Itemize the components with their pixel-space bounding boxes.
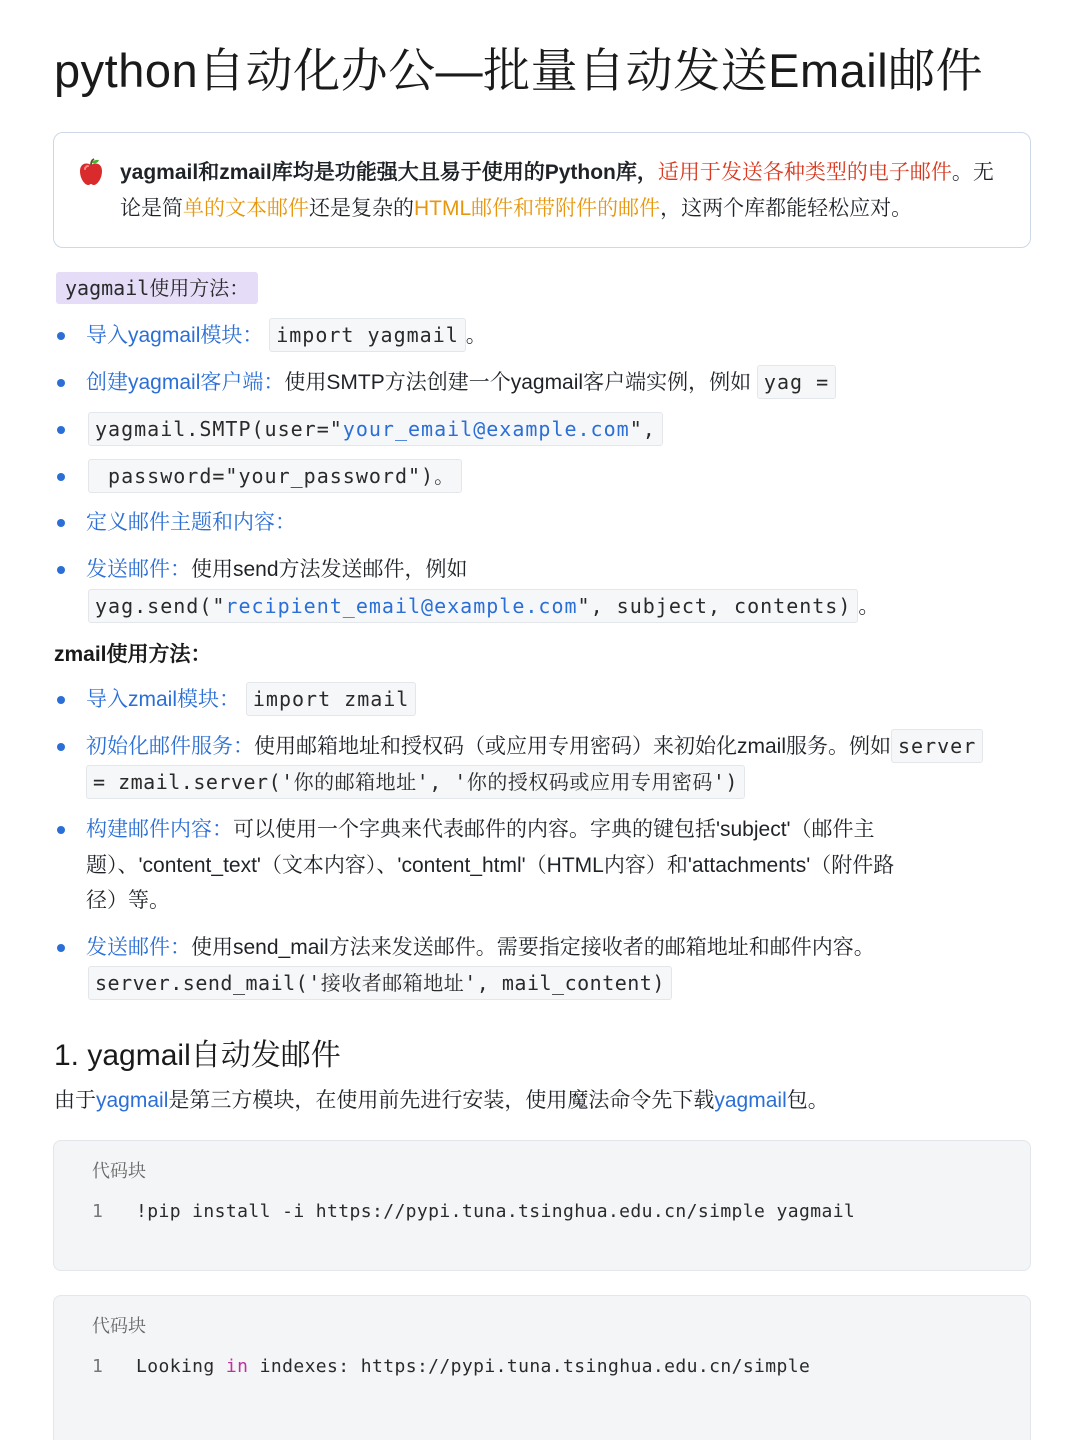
bullet-dot — [57, 566, 65, 574]
list-item — [86, 552, 468, 588]
inline-code: server.send_mail('接收者邮箱地址', mail_content) — [88, 966, 672, 1000]
callout-bold-text: yagmail和zmail库均是功能强大且易于使用的Python库， — [120, 161, 658, 184]
yagmail-link[interactable]: yagmail — [714, 1089, 787, 1112]
list-item-label: 创建yagmail客户端： — [86, 371, 285, 394]
list-item-continuation: 题）、'content_text'（文本内容）、'content_html'（HTML内容）和'attachments'（附件路 — [86, 854, 895, 877]
code-block-label: 代码块 — [92, 1316, 146, 1336]
bullet-dot — [57, 696, 65, 704]
list-item-continuation — [86, 765, 745, 801]
zmail-section-heading: zmail使用方法： — [54, 643, 212, 666]
bullet-dot — [57, 944, 65, 952]
list-item-text: 可以使用一个字典来代表邮件的内容。字典的键包括'subject'（邮件主 — [233, 818, 875, 841]
section-heading: 1. yagmail自动发邮件 — [54, 1039, 341, 1072]
callout-text-3: ，这两个库都能轻松应对。 — [660, 197, 913, 220]
code-part: Looking — [136, 1356, 226, 1377]
list-item — [86, 318, 487, 354]
inline-code: server — [891, 729, 983, 763]
callout-orange-text-1: 单的文本邮件 — [183, 197, 309, 220]
list-item-label: 初始化邮件服务： — [86, 735, 254, 758]
list-item-label: 定义邮件主题和内容： — [86, 511, 296, 534]
code-block-label: 代码块 — [92, 1161, 146, 1181]
bullet-dot — [57, 473, 65, 481]
code-part: yag.send(" — [95, 594, 226, 618]
code-string: your_email@example.com — [342, 417, 630, 441]
callout-box — [53, 132, 1031, 248]
code-block — [53, 1295, 1031, 1440]
inline-code — [88, 412, 663, 446]
page-title: python自动化办公—批量自动发送Email邮件 — [54, 44, 984, 97]
apple-icon — [76, 157, 106, 187]
list-item — [86, 729, 983, 765]
list-item-label: 构建邮件内容： — [86, 818, 233, 841]
list-item-label: 导入yagmail模块： — [86, 324, 264, 347]
list-item-continuation — [88, 966, 672, 1002]
code-part: indexes: https://pypi.tuna.tsinghua.edu.cn/simple — [248, 1356, 811, 1377]
yagmail-link[interactable]: yagmail — [96, 1089, 169, 1112]
bullet-dot — [57, 826, 65, 834]
list-item — [86, 365, 836, 401]
para-text: 是第三方模块，在使用前先进行安装，使用魔法命令先下载 — [168, 1089, 715, 1112]
bullet-dot — [57, 519, 65, 527]
code-part: yagmail.SMTP(user=" — [95, 417, 343, 441]
list-item-text: 使用send_mail方法来发送邮件。需要指定接收者的邮箱地址和邮件内容。 — [191, 936, 875, 959]
code-line — [136, 1356, 810, 1377]
callout-orange-text-2: HTML邮件和带附件的邮件 — [414, 197, 661, 220]
inline-code: password="your_password")。 — [88, 459, 462, 493]
list-item-text: 使用send方法发送邮件，例如 — [191, 558, 468, 581]
list-item — [88, 459, 462, 495]
code-part: ", subject, contents) — [577, 594, 852, 618]
code-keyword: in — [225, 1356, 249, 1377]
yagmail-section-tag: yagmail使用方法： — [56, 272, 258, 304]
inline-code: yag = — [757, 365, 836, 399]
bullet-dot — [57, 426, 65, 434]
list-item-text: 使用邮箱地址和授权码（或应用专用密码）来初始化zmail服务。例如 — [254, 735, 892, 758]
para-text: 包。 — [786, 1089, 829, 1112]
list-item-continuation: 径）等。 — [86, 889, 170, 912]
code-part: ", — [629, 417, 656, 441]
list-item-suffix: 。 — [465, 324, 487, 347]
inline-code — [88, 589, 858, 623]
inline-code: import yagmail — [269, 318, 466, 352]
line-number: 1 — [92, 1201, 103, 1222]
list-item — [88, 412, 663, 448]
callout-text-2: 还是复杂的 — [309, 197, 414, 220]
code-block — [53, 1140, 1031, 1271]
list-item — [86, 682, 416, 718]
bullet-dot — [57, 332, 65, 340]
callout-text-1: 。无论是简 — [120, 161, 994, 220]
list-item — [86, 930, 875, 966]
list-item-label: 导入zmail模块： — [86, 688, 241, 711]
callout-text — [120, 155, 1000, 227]
callout-red-text: 适用于发送各种类型的电子邮件 — [657, 161, 952, 184]
bullet-dot — [57, 743, 65, 751]
code-string: recipient_email@example.com — [225, 594, 578, 618]
list-item-text: 使用SMTP方法创建一个yagmail客户端实例，例如 — [284, 371, 752, 394]
line-number: 1 — [92, 1356, 103, 1377]
list-item — [86, 505, 296, 541]
section-paragraph — [54, 1083, 829, 1119]
para-text: 由于 — [54, 1089, 96, 1112]
code-line: !pip install -i https://pypi.tuna.tsinghua.edu.cn/simple yagmail — [136, 1201, 856, 1222]
inline-code: = zmail.server('你的邮箱地址', '你的授权码或应用专用密码') — [86, 765, 745, 799]
inline-code: import zmail — [246, 682, 417, 716]
list-item — [86, 812, 875, 848]
list-item-label: 发送邮件： — [86, 558, 191, 581]
list-item-suffix: 。 — [858, 595, 880, 618]
list-item-label: 发送邮件： — [86, 936, 191, 959]
list-item-continuation — [88, 589, 879, 625]
bullet-dot — [57, 379, 65, 387]
